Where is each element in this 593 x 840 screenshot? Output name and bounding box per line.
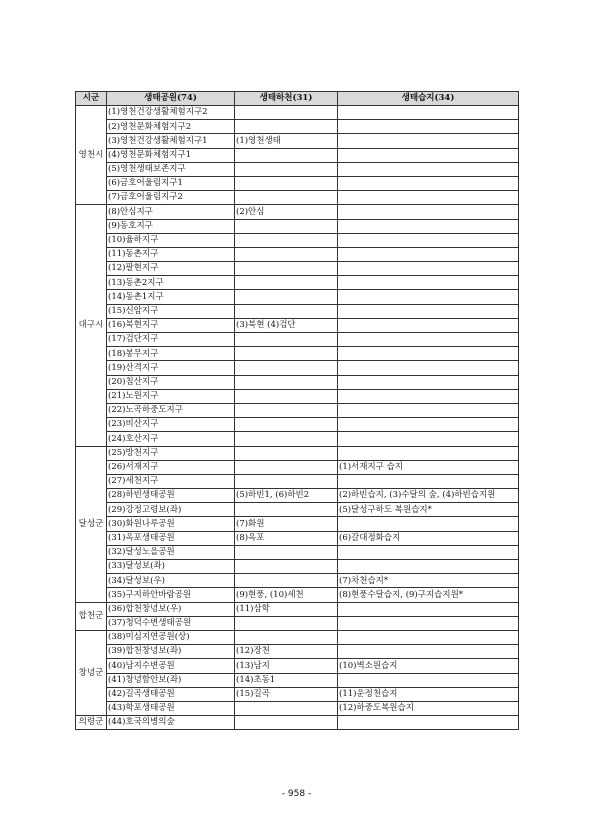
river-cell [235,616,338,630]
wetland-cell [338,716,519,730]
river-cell [235,503,338,517]
wetland-cell [338,333,519,347]
park-cell: (39)합천창녕보(좌) [107,645,235,659]
table-row [76,134,519,148]
river-cell: (3)북현 (4)검단 [235,318,338,332]
ecology-table [75,91,519,730]
park-cell: (15)신암지구 [107,304,235,318]
river-cell [235,219,338,233]
park-cell: (43)학포생태공원 [107,701,235,715]
river-cell [235,418,338,432]
wetland-cell [338,389,519,403]
park-cell: (3)영천건강생활체험지구1 [107,134,235,148]
table-row [76,262,519,276]
wetland-cell: (12)하중도복원습지 [338,701,519,715]
river-cell: (12)장천 [235,645,338,659]
park-cell: (27)세천지구 [107,474,235,488]
region-cell: 대구시 [76,205,107,446]
wetland-cell [338,276,519,290]
wetland-cell [338,262,519,276]
park-cell: (40)남지수변공원 [107,659,235,673]
table-row [76,176,519,190]
river-cell [235,106,338,120]
table-row [76,446,519,460]
table-row [76,389,519,403]
table-body [76,106,519,730]
table-row [76,616,519,630]
wetland-cell [338,616,519,630]
river-cell [235,233,338,247]
river-cell [235,716,338,730]
wetland-cell: (10)벽소원습지 [338,659,519,673]
river-cell [235,545,338,559]
table-row [76,418,519,432]
park-cell: (29)강정고령보(좌) [107,503,235,517]
park-cell: (38)미심지연공원(상) [107,630,235,644]
table-row [76,687,519,701]
wetland-cell: (11)운정천습지 [338,687,519,701]
park-cell: (5)영천생태보존지구 [107,162,235,176]
park-cell: (26)서재지구 [107,460,235,474]
wetland-cell [338,176,519,190]
park-cell: (4)영천문화체험지구1 [107,148,235,162]
river-cell [235,247,338,261]
river-cell: (11)삼학 [235,602,338,616]
park-cell: (30)화원나루공원 [107,517,235,531]
river-cell [235,446,338,460]
park-cell: (23)비산지구 [107,418,235,432]
wetland-cell [338,602,519,616]
table-header [76,92,519,106]
park-cell: (6)금호어울림지구1 [107,176,235,190]
river-cell [235,361,338,375]
header-region: 시군 [76,92,107,106]
river-cell: (8)옥포 [235,531,338,545]
table-row [76,318,519,332]
table-row [76,474,519,488]
river-cell [235,333,338,347]
park-cell: (2)영천문화체험지구2 [107,120,235,134]
river-cell [235,347,338,361]
river-cell [235,120,338,134]
table-row [76,531,519,545]
wetland-cell [338,191,519,205]
park-cell: (8)안심지구 [107,205,235,219]
table-row [76,120,519,134]
park-cell: (16)북현지구 [107,318,235,332]
table-row [76,630,519,644]
table-row [76,191,519,205]
park-cell: (31)옥포생태공원 [107,531,235,545]
wetland-cell [338,375,519,389]
park-cell: (28)하빈생태공원 [107,489,235,503]
river-cell [235,276,338,290]
park-cell: (10)율하지구 [107,233,235,247]
region-cell: 달성군 [76,446,107,602]
table-row [76,219,519,233]
wetland-cell [338,106,519,120]
table-row [76,517,519,531]
river-cell [235,560,338,574]
wetland-cell [338,630,519,644]
table-row [76,701,519,715]
wetland-cell [338,148,519,162]
river-cell [235,191,338,205]
table-row [76,304,519,318]
table-row [76,489,519,503]
park-cell: (25)방천지구 [107,446,235,460]
wetland-cell [338,120,519,134]
table-row [76,403,519,417]
wetland-cell [338,418,519,432]
table-row [76,588,519,602]
wetland-cell [338,304,519,318]
wetland-cell [338,219,519,233]
river-cell: (1)영천생태 [235,134,338,148]
park-cell: (37)청덕수변생태공원 [107,616,235,630]
wetland-cell: (7)차천습지* [338,574,519,588]
park-cell: (19)산격지구 [107,361,235,375]
table-row [76,205,519,219]
region-cell: 합천군 [76,602,107,630]
river-cell [235,701,338,715]
river-cell [235,148,338,162]
region-cell: 창녕군 [76,630,107,715]
park-cell: (18)봉무지구 [107,347,235,361]
wetland-cell [338,474,519,488]
table-row [76,333,519,347]
park-cell: (14)동촌1지구 [107,290,235,304]
river-cell [235,403,338,417]
wetland-cell [338,432,519,446]
park-cell: (7)금호어울림지구2 [107,191,235,205]
table-row [76,503,519,517]
table-row [76,574,519,588]
park-cell: (1)영천건강생활체험지구2 [107,106,235,120]
river-cell: (13)남지 [235,659,338,673]
park-cell: (21)노원지구 [107,389,235,403]
wetland-cell [338,247,519,261]
wetland-cell [338,134,519,148]
table-row [76,375,519,389]
table-row [76,276,519,290]
wetland-cell [338,673,519,687]
river-cell [235,176,338,190]
river-cell [235,432,338,446]
table-row [76,545,519,559]
wetland-cell [338,205,519,219]
wetland-cell [338,318,519,332]
river-cell [235,474,338,488]
wetland-cell [338,645,519,659]
river-cell: (7)화원 [235,517,338,531]
wetland-cell [338,545,519,559]
river-cell: (14)초동1 [235,673,338,687]
table-row [76,148,519,162]
river-cell: (2)안심 [235,205,338,219]
park-cell: (20)침산지구 [107,375,235,389]
table-row [76,290,519,304]
river-cell [235,389,338,403]
river-cell [235,630,338,644]
table-row [76,673,519,687]
river-cell [235,262,338,276]
region-cell: 영천시 [76,106,107,205]
park-cell: (34)달성보(우) [107,574,235,588]
table-row [76,645,519,659]
wetland-cell [338,347,519,361]
park-cell: (12)팔현지구 [107,262,235,276]
park-cell: (41)창녕함안보(좌) [107,673,235,687]
river-cell: (9)현풍, (10)세천 [235,588,338,602]
wetland-cell [338,162,519,176]
park-cell: (24)호산지구 [107,432,235,446]
river-cell [235,375,338,389]
wetland-cell: (2)하빈습지, (3)수달의 숲, (4)하빈습지원 [338,489,519,503]
river-cell: (5)하빈1, (6)하빈2 [235,489,338,503]
park-cell: (32)달성노을공원 [107,545,235,559]
table-row [76,162,519,176]
wetland-cell: (5)달성구하도 복원습지* [338,503,519,517]
wetland-cell [338,290,519,304]
header-park: 생태공원(74) [107,92,235,106]
table-row [76,247,519,261]
wetland-cell [338,446,519,460]
park-cell: (22)노곡하중도지구 [107,403,235,417]
wetland-cell: (6)갈대정화습지 [338,531,519,545]
region-cell: 의령군 [76,716,107,730]
river-cell [235,460,338,474]
table-row [76,560,519,574]
river-cell [235,290,338,304]
river-cell: (15)길곡 [235,687,338,701]
wetland-cell [338,233,519,247]
table-row [76,106,519,120]
park-cell: (9)동호지구 [107,219,235,233]
park-cell: (17)검단지구 [107,333,235,347]
park-cell: (11)동촌지구 [107,247,235,261]
wetland-cell: (1)서재지구 습지 [338,460,519,474]
wetland-cell [338,361,519,375]
park-cell: (44)호국의병의숲 [107,716,235,730]
park-cell: (42)길곡생태공원 [107,687,235,701]
wetland-cell: (8)현풍수달습지, (9)구지습지원* [338,588,519,602]
wetland-cell [338,517,519,531]
header-row [76,92,519,106]
table-row [76,659,519,673]
wetland-cell [338,560,519,574]
park-cell: (35)구지하안바람공원 [107,588,235,602]
table-row [76,233,519,247]
page-number: - 958 - [281,789,312,799]
park-cell: (33)달성보(좌) [107,560,235,574]
wetland-cell [338,403,519,417]
river-cell [235,162,338,176]
park-cell: (36)합천창녕보(우) [107,602,235,616]
table-row [76,347,519,361]
river-cell [235,304,338,318]
table-row [76,361,519,375]
table-row [76,602,519,616]
table-row [76,716,519,730]
table-row [76,460,519,474]
park-cell: (13)동촌2지구 [107,276,235,290]
table-row [76,432,519,446]
header-river: 생태하천(31) [235,92,338,106]
header-wetland: 생태습지(34) [338,92,519,106]
river-cell [235,574,338,588]
